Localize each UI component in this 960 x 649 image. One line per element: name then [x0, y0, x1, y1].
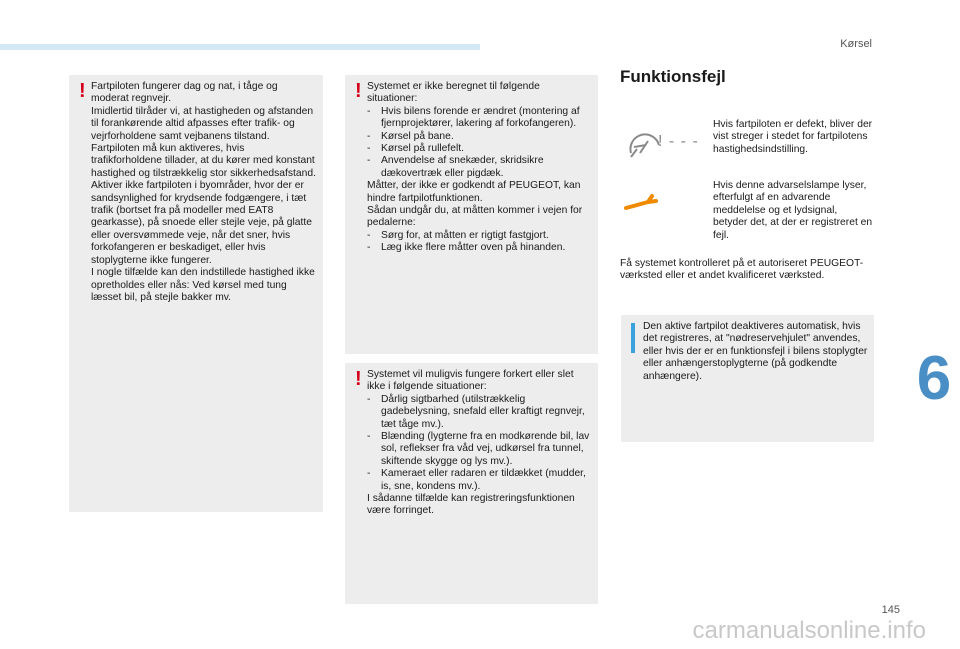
service-advice: Få systemet kontrolleret på et autoriseret PEUGEOT-værksted eller et andet kvalificeret værksted.: [620, 258, 864, 282]
fault-description-2: Hvis denne advarselslampe lyser, efterfulgt af en advarende meddelelse og et lydsignal, betyder det, at der er registreret en fejl.: [713, 180, 873, 241]
list-item: - Dårlig sigtbarhed (utilstrækkelig gadebelysning, snefald eller kraftigt regnvejr, tæt tåge mv.).: [367, 393, 585, 430]
page-number: 145: [881, 604, 900, 616]
watermark: carmanualsonline.info: [692, 617, 926, 644]
paragraph: Systemet vil muligvis fungere forkert eller slet ikke i følgende situationer:: [367, 369, 574, 393]
warning-box-2: [345, 75, 598, 354]
paragraph: Fartpiloten må kun aktiveres, hvis trafikforholdene tillader, at du kører med konstant hastighed og tilstrækkelig stor sikkerhedsafstand.: [91, 143, 316, 179]
warning-box-3: [345, 363, 598, 604]
info-box: [621, 315, 874, 442]
paragraph: I sådanne tilfælde kan registreringsfunktionen være forringet.: [367, 493, 575, 517]
paragraph: Aktiver ikke fartpiloten i byområder, hvor der er sandsynlighed for krydsende fodgængere, i tæt trafik (bortset fra på modeller med EAT8 gearkasse), på snoede eller stejle veje, på glatte eller oversvømmede veje, når det sner, hvis forkofangeren er beskadiget, eller hvis stoplygterne ikke fungerer.: [91, 180, 312, 266]
fault-description-1: Hvis fartpiloten er defekt, bliver der vist streger i stedet for fartpilotens hastighedsindstilling.: [713, 119, 873, 155]
paragraph: Systemet er ikke beregnet til følgende situationer:: [367, 81, 540, 105]
list-item: - Kameraet eller radaren er tildækket (mudder, is, sne, kondens mv.).: [367, 468, 586, 492]
section-label: Kørsel: [840, 38, 872, 50]
speed-dashes: ! - - -: [658, 133, 699, 150]
header-bar: [0, 44, 480, 50]
paragraph: Måtter, der ikke er godkendt af PEUGEOT, kan hindre fartpilotfunktionen.: [367, 180, 581, 204]
warning-box-1: [69, 75, 323, 512]
cruise-speedometer-icon: [628, 127, 706, 163]
list-item: - Hvis bilens forende er ændret (montering af fjernprojektører, lakering af forkofangeren).: [367, 105, 580, 130]
chapter-tab: 6: [916, 344, 952, 413]
list-item: - Blænding (lygterne fra en modkørende bil, lav sol, reflekser fra våd vej, udkørsel fra tunnel, skiftende skygge og lys mv.).: [367, 431, 590, 467]
paragraph: Imidlertid tilråder vi, at hastigheden og afstanden til forankørende altid afpasses efter trafik- og vejrforholdene samt vejbanens tilstand.: [91, 105, 314, 142]
warning-icon: !: [355, 368, 362, 390]
section-heading: Funktionsfejl: [620, 67, 726, 86]
list-item: - Kørsel på bane.: [367, 130, 454, 142]
paragraph: Den aktive fartpilot deaktiveres automatisk, hvis det registreres, at "nødreservehjulet" anvendes, eller hvis der er en funktionsfejl i bilens stoplygter eller anhængerstoplygterne (på godkendte anhængere).: [643, 321, 868, 382]
info-icon: [631, 323, 635, 353]
wrench-icon: [624, 193, 660, 213]
list-item: - Anvendelse af snekæder, skridsikre dækovertræk eller pigdæk.: [367, 155, 544, 179]
list-item: - Læg ikke flere måtter oven på hinanden.: [367, 242, 566, 254]
warning-icon: !: [355, 80, 362, 102]
list-item: - Kørsel på rullefelt.: [367, 143, 464, 155]
list-item: - Sørg for, at måtten er rigtigt fastgjort.: [367, 229, 549, 241]
warning-icon: !: [79, 80, 86, 102]
paragraph: Fartpiloten fungerer dag og nat, i tåge og moderat regnvejr.: [91, 81, 278, 105]
paragraph: Sådan undgår du, at måtten kommer i vejen for pedalerne:: [367, 205, 583, 229]
paragraph: I nogle tilfælde kan den indstillede hastighed ikke opretholdes eller nås: Ved kørsel med tung læsset bil, på stejle bakker mv.: [91, 267, 315, 303]
